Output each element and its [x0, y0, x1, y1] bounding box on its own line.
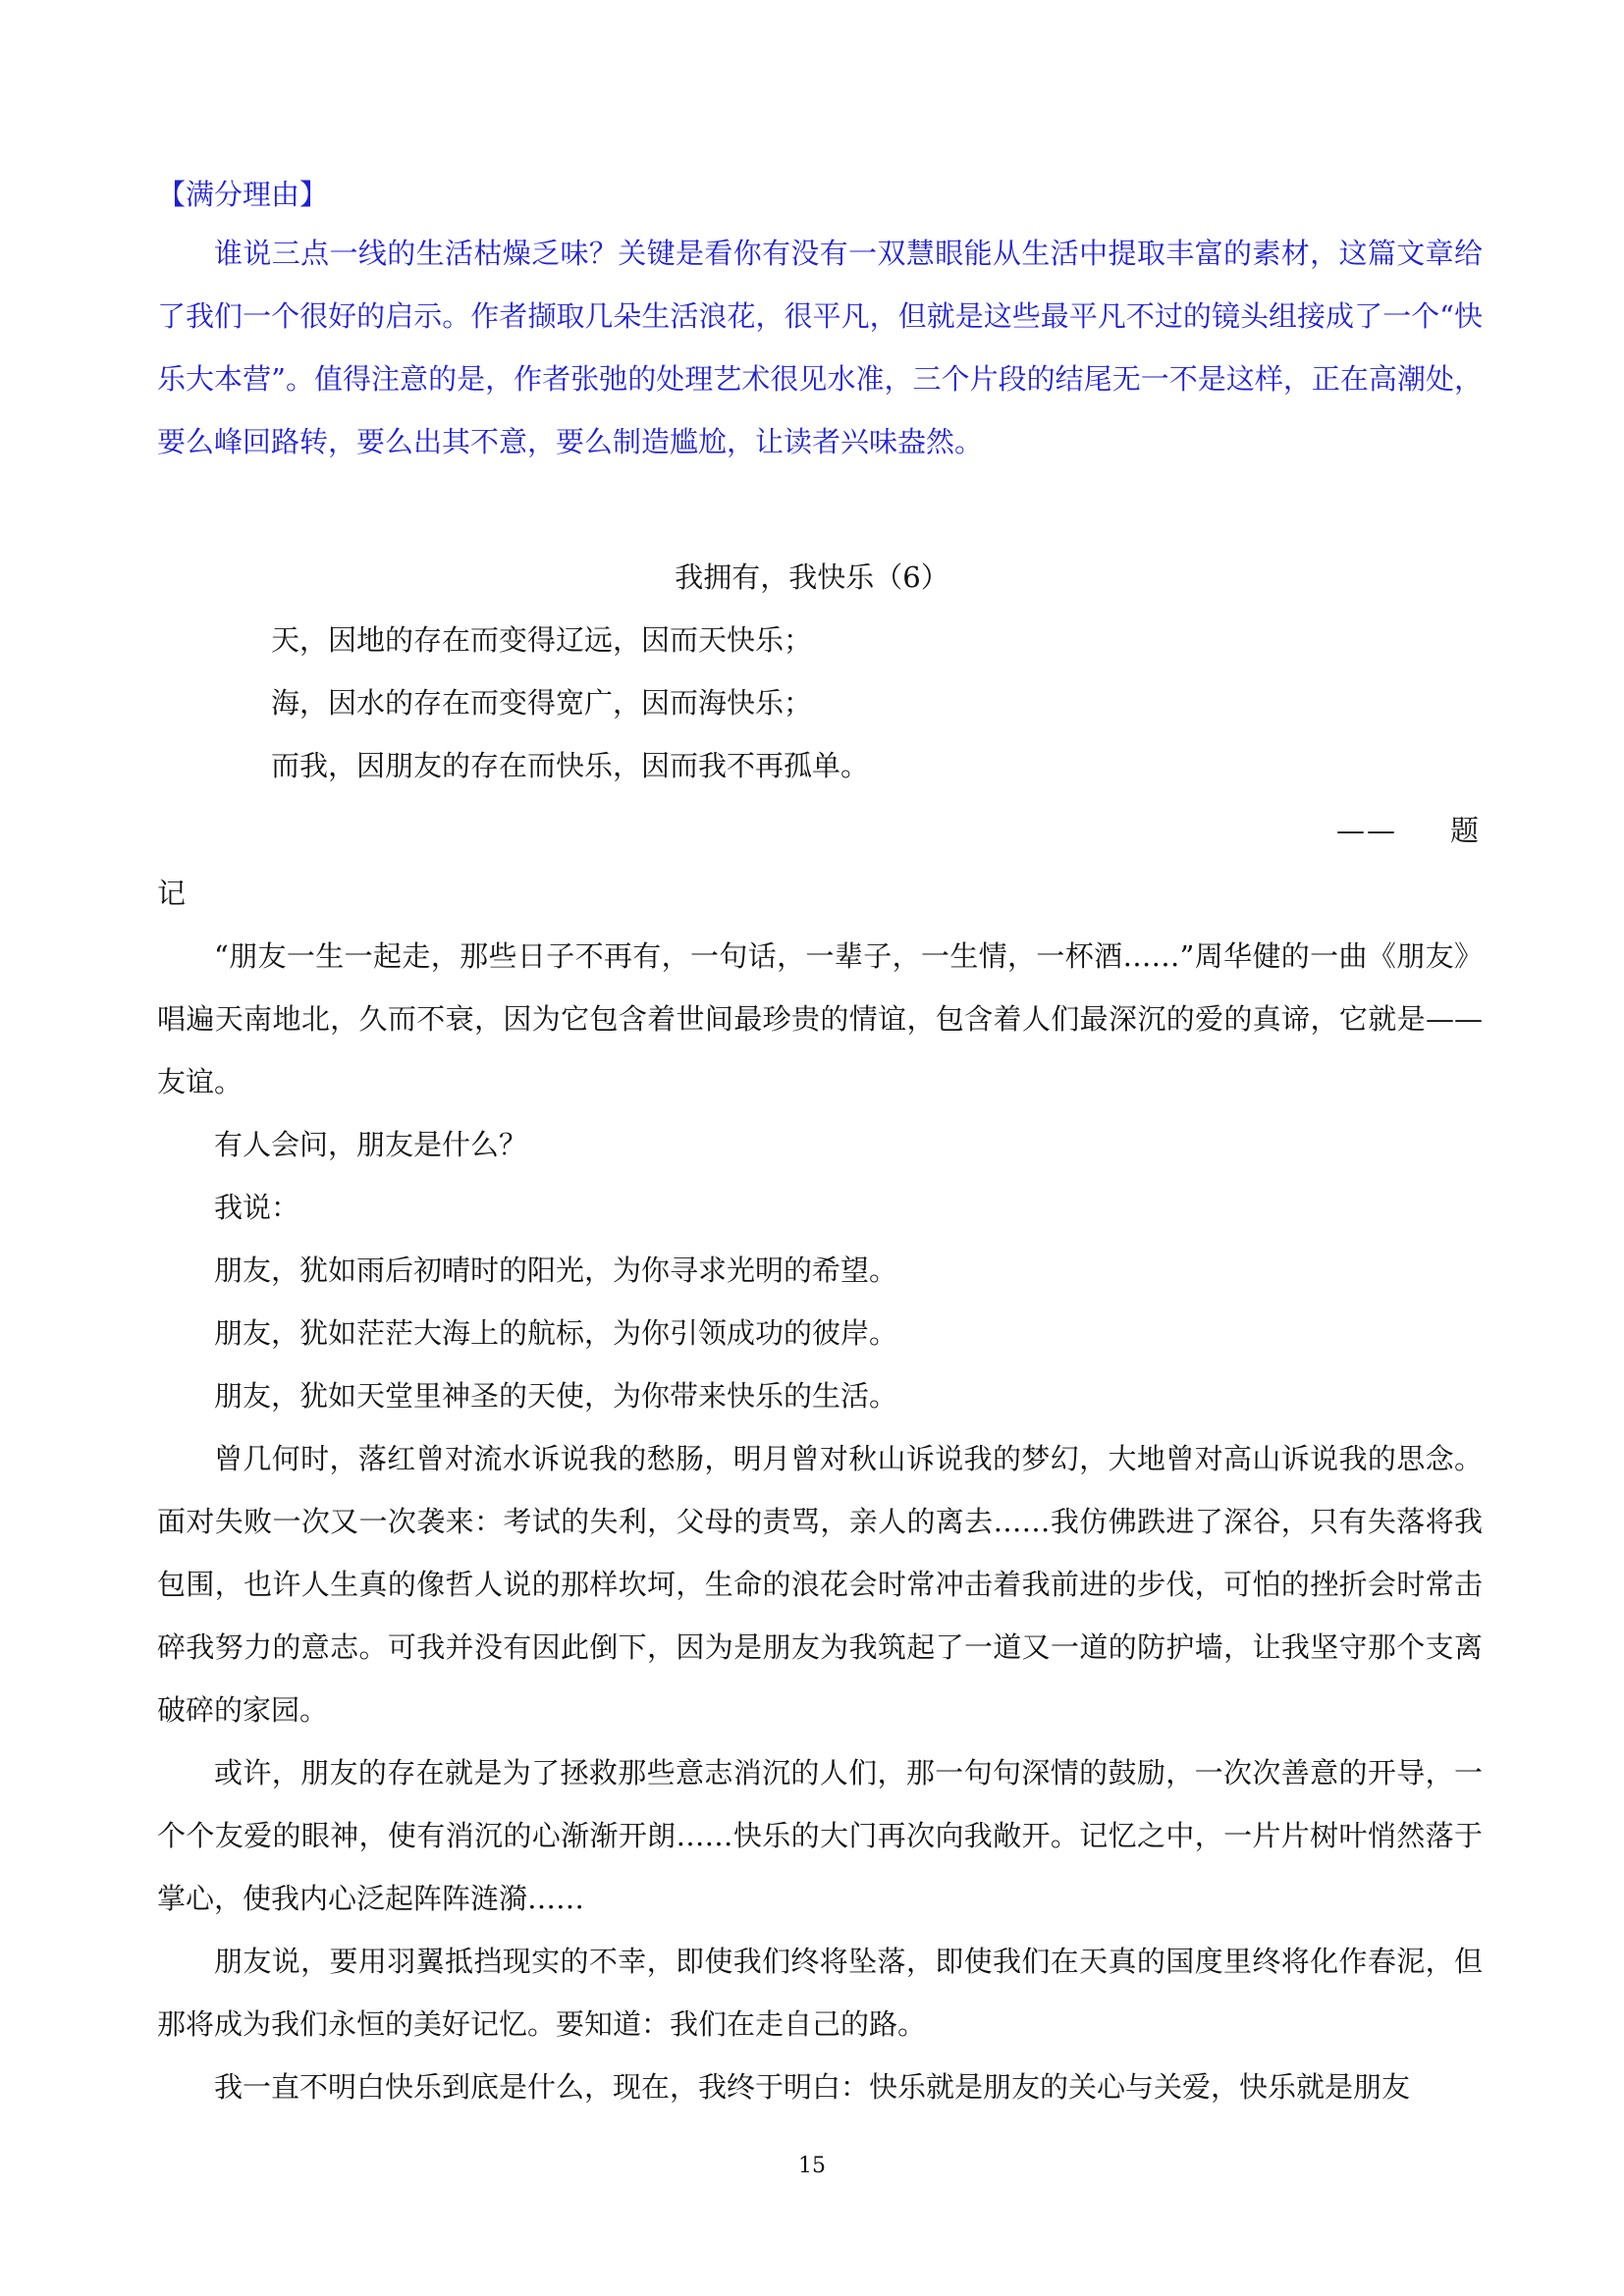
- body-paragraph-4: 朋友，犹如雨后初晴时的阳光，为你寻求光明的希望。: [214, 1254, 898, 1287]
- signoff-dash: ——: [1335, 814, 1397, 847]
- body-paragraph-6: 朋友，犹如天堂里神圣的天使，为你带来快乐的生活。: [214, 1379, 898, 1413]
- page-number: 15: [798, 2154, 826, 2178]
- signoff-ji: 记: [157, 877, 187, 910]
- epigraph-signoff: [1336, 799, 1479, 862]
- body-paragraph-10: 我一直不明白快乐到底是什么，现在，我终于明白：快乐就是朋友的关心与关爱，快乐就是朋友: [214, 2070, 1411, 2104]
- epigraph-line-1: 天，因地的存在而变得辽远，因而天快乐；: [271, 623, 813, 657]
- body-paragraph-2: 有人会问，朋友是什么？: [214, 1128, 528, 1161]
- body-paragraph-7: 曾几何时，落红曾对流水诉说我的愁肠，明月曾对秋山诉说我的梦幻，大地曾对高山诉说我的思念。面对失败一次又一次袭来：考试的失利，父母的责骂，亲人的离去……我仿佛跌进了深谷，只有失落将我包围，也许人生真的像哲人说的那样坎坷，生命的浪花会时常冲击着我前进的步伐，可怕的挫折会时常击碎我努力的意志。可我并没有因此倒下，因为是朋友为我筑起了一道又一道的防护墙，让我坚守那个支离破碎的家园。: [157, 1442, 1483, 1727]
- section-heading: 【满分理由】: [157, 178, 329, 211]
- body-paragraph-1: “朋友一生一起走，那些日子不再有，一句话，一辈子，一生情，一杯酒……”周华健的一曲《朋友》唱遍天南地北，久而不衰，因为它包含着世间最珍贵的情谊，包含着人们最深沉的爱的真谛，它就是——友谊。: [157, 939, 1483, 1098]
- essay-title: 我拥有，我快乐（6）: [675, 561, 949, 594]
- signoff-ti: 题: [1449, 814, 1479, 847]
- epigraph-line-3: 而我，因朋友的存在而快乐，因而我不再孤单。: [271, 749, 870, 782]
- body-paragraph-5: 朋友，犹如茫茫大海上的航标，为你引领成功的彼岸。: [214, 1316, 898, 1350]
- epigraph-line-2: 海，因水的存在而变得宽广，因而海快乐；: [271, 686, 813, 720]
- body-paragraph-3: 我说：: [214, 1191, 300, 1224]
- body-paragraph-9: 朋友说，要用羽翼抵挡现实的不幸，即使我们终将坠落，即使我们在天真的国度里终将化作春泥，但那将成为我们永恒的美好记忆。要知道：我们在走自己的路。: [157, 1945, 1483, 2041]
- body-paragraph-8: 或许，朋友的存在就是为了拯救那些意志消沉的人们，那一句句深情的鼓励，一次次善意的开导，一个个友爱的眼神，使有消沉的心渐渐开朗……快乐的大门再次向我敞开。记忆之中，一片片树叶悄然落于掌心，使我内心泛起阵阵涟漪……: [157, 1756, 1483, 1915]
- reason-paragraph: 谁说三点一线的生活枯燥乏味？关键是看你有没有一双慧眼能从生活中提取丰富的素材，这篇文章给了我们一个很好的启示。作者撷取几朵生活浪花，很平凡，但就是这些最平凡不过的镜头组接成了一个“快乐大本营”。值得注意的是，作者张弛的处理艺术很见水准，三个片段的结尾无一不是这样，正在高潮处，要么峰回路转，要么出其不意，要么制造尴尬，让读者兴味盎然。: [157, 237, 1483, 458]
